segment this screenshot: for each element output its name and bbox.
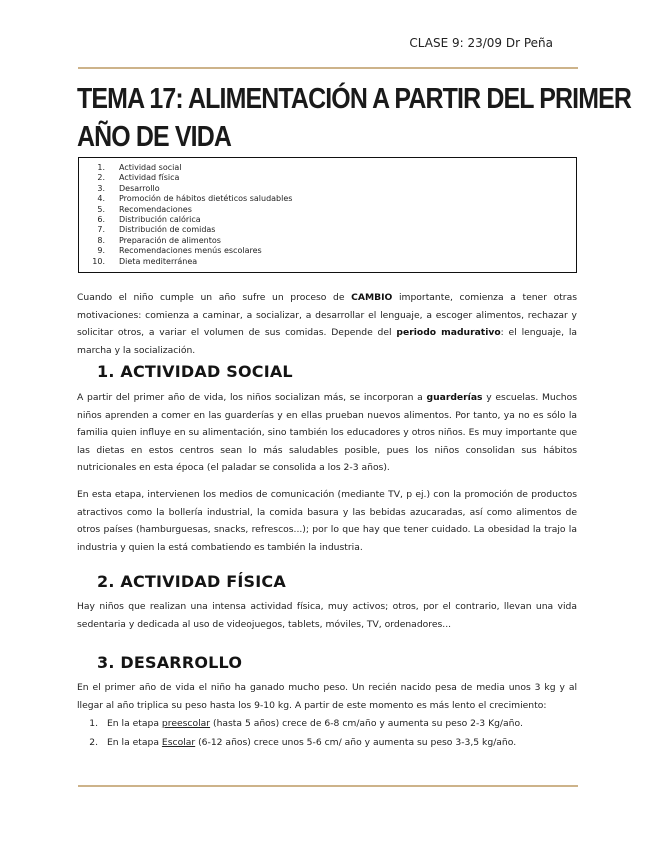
- section1-bold-guarderias: guarderías: [426, 392, 483, 403]
- list-item: [77, 714, 577, 733]
- toc-number: 7.: [97, 225, 105, 235]
- title-line-2: AÑO DE VIDA: [77, 121, 232, 153]
- toc-label: Preparación de alimentos: [119, 235, 221, 245]
- toc-number: 1.: [97, 163, 105, 172]
- section-heading-actividad-social: 1. ACTIVIDAD SOCIAL: [97, 362, 293, 381]
- toc-label: Actividad física: [119, 173, 180, 183]
- toc-number: 3.: [97, 183, 105, 193]
- toc-item: [79, 215, 576, 225]
- toc-number: 4.: [97, 194, 105, 204]
- toc-label: Recomendaciones: [119, 204, 192, 214]
- intro-text-1: Cuando el niño cumple un año sufre un proceso de: [77, 292, 352, 303]
- toc-label: Desarrollo: [119, 183, 160, 193]
- section1-text-1: A partir del primer año de vida, los niños socializan más, se incorporan a: [77, 392, 427, 403]
- toc-item: [79, 225, 576, 235]
- class-header: CLASE 9: 23/09 Dr Peña: [409, 36, 553, 50]
- toc-number: 8.: [97, 235, 105, 245]
- section1-paragraph-1: [77, 389, 577, 477]
- toc-number: 6.: [97, 215, 105, 225]
- title-line-1: TEMA 17: ALIMENTACIÓN A PARTIR DEL PRIMER: [77, 83, 632, 115]
- toc-label: Promoción de hábitos dietéticos saludables: [119, 194, 293, 204]
- list-text-post: (hasta 5 años) crece de 6-8 cm/año y aumenta su peso 2-3 Kg/año.: [210, 718, 523, 729]
- section1-paragraph-2: En esta etapa, intervienen los medios de comunicación (mediante TV, p ej.) con la promoción de productos atractivos como la bollería industrial, la comida basura y las bebidas azucaradas, así como alimentos de otros países (hamburguesas, snacks, refrescos...); por lo que hay que tener cuidado. La obesidad la trajo la industria y quien la está combatiendo es también la industria.: [77, 489, 577, 553]
- intro-bold-periodo: periodo madurativo: [396, 327, 501, 338]
- top-divider: [78, 67, 578, 69]
- table-of-contents: [78, 157, 577, 273]
- toc-label: Distribución de comidas: [119, 225, 216, 235]
- toc-item: [79, 163, 576, 173]
- section-heading-desarrollo: 3. DESARROLLO: [97, 653, 243, 672]
- intro-text-3: : el lenguaje, la marcha y la socialización.: [77, 327, 577, 356]
- toc-item: [79, 173, 576, 183]
- list-text: [107, 714, 523, 733]
- toc-label: Distribución calórica: [119, 215, 201, 225]
- list-number: 2.: [89, 737, 98, 748]
- intro-paragraph: [77, 289, 577, 359]
- toc-label: Recomendaciones menús escolares: [119, 246, 262, 256]
- intro-bold-cambio: CAMBIO: [351, 292, 393, 303]
- toc-item: [79, 205, 576, 215]
- toc-label: Dieta mediterránea: [119, 256, 198, 266]
- list-term-escolar: Escolar: [161, 737, 196, 748]
- toc-item: [79, 246, 576, 256]
- toc-item: [79, 194, 576, 204]
- list-text-pre: En la etapa: [107, 718, 162, 729]
- list-term-preescolar: preescolar: [161, 718, 211, 729]
- list-number: 1.: [89, 718, 98, 729]
- list-item: [77, 733, 577, 752]
- toc-item: [79, 236, 576, 246]
- toc-number: 10.: [92, 256, 105, 266]
- bottom-divider: [78, 785, 578, 787]
- toc-item: [79, 184, 576, 194]
- toc-label: Actividad social: [119, 163, 182, 172]
- growth-list: [77, 714, 577, 752]
- list-text-post: (6-12 años) crece unos 5-6 cm/ año y aumenta su peso 3-3,5 kg/año.: [195, 737, 517, 748]
- list-text-pre: En la etapa: [107, 737, 162, 748]
- section2-paragraph: Hay niños que realizan una intensa actividad física, muy activos; otros, por el contrario, llevan una vida sedentaria y dedicada al uso de videojuegos, tablets, móviles, TV, ordenadores...: [77, 601, 577, 630]
- list-text: [107, 733, 516, 752]
- section-heading-actividad-fisica: 2. ACTIVIDAD FÍSICA: [97, 572, 286, 591]
- section3-paragraph: En el primer año de vida el niño ha ganado mucho peso. Un recién nacido pesa de media unos 3 kg y al llegar al año triplica su peso hasta los 9-10 kg. A partir de este momento es más lento el crecimiento:: [77, 682, 577, 711]
- toc-number: 2.: [97, 173, 105, 183]
- toc-number: 5.: [97, 204, 105, 214]
- toc-item: [79, 257, 576, 267]
- toc-number: 9.: [97, 246, 105, 256]
- section1-text-2: y escuelas. Muchos niños aprenden a comer en las guarderías y en ellas prueban nuevos alimentos. Por tanto, ya no es sólo la familia quien influye en su alimentación, sino también los educadores y otros niños. Es muy importante que las dietas en estos centros sean lo más saludables posible, pues los niños consolidan sus hábitos nutricionales en esta época (el paladar se consolida a los 2-3 años).: [77, 392, 577, 473]
- page-title: [77, 80, 632, 156]
- intro-text-2: importante, comienza a tener otras motivaciones: comienza a caminar, a socializar, a desarrollar el lenguaje, a escoger alimentos, rechazar y solicitar otros, a variar el volumen de sus comidas. Depende del: [77, 292, 577, 338]
